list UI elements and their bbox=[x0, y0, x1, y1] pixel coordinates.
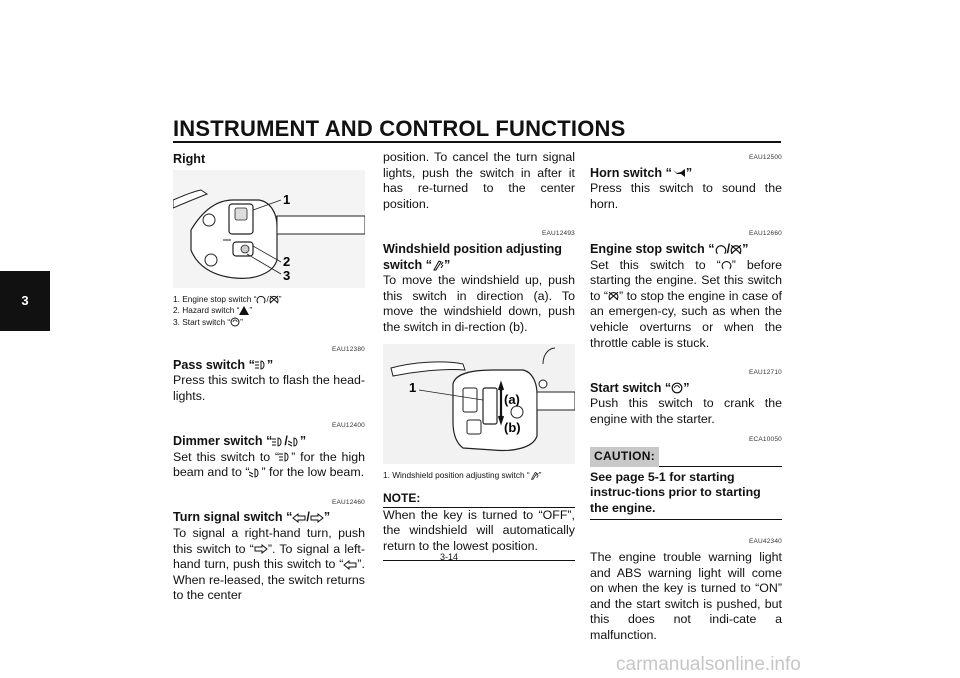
engine-stop-text: Set this switch to “ ” before starting the engine. Set this switch to “ ” to stop the engine in case of an emergen-cy, such as when the vehicle overturns or when the throttle cable is stuck. bbox=[590, 257, 783, 350]
turn-signal-text: To signal a right-hand turn, push this switch to “ ”. To signal a left-hand turn, push this switch to “ ”. When re-leased, the switch returns to the center bbox=[173, 526, 366, 603]
turn-signal-heading: Turn signal switch “ / ” bbox=[173, 510, 331, 525]
figure-caption-3: 3. Start switch “ ” bbox=[173, 316, 243, 327]
code-caution: ECA10050 bbox=[748, 435, 782, 443]
note-text: When the key is turned to “OFF”, the windshield will automatically return to the lowest position. bbox=[383, 507, 575, 553]
caution-label: CAUTION: bbox=[590, 447, 782, 467]
windshield-icon bbox=[432, 259, 444, 271]
figure-caption-1: 1. Engine stop switch “ / ” bbox=[173, 293, 282, 304]
code-dimmer: EAU12400 bbox=[331, 422, 365, 430]
engine-run-icon bbox=[721, 260, 732, 270]
right-heading: Right bbox=[173, 152, 206, 166]
figure-callout-b: (b) bbox=[504, 419, 521, 435]
horn-icon bbox=[672, 168, 686, 178]
chapter-tab: 3 bbox=[0, 271, 50, 331]
figure-callout-2: 2 bbox=[283, 253, 291, 269]
left-arrow-icon bbox=[292, 513, 306, 523]
hazard-icon bbox=[239, 306, 249, 315]
code-warning: EAU42340 bbox=[748, 538, 782, 546]
dimmer-switch-text: Set this switch to “ ” for the high beam and to “ ” for the low beam. bbox=[173, 449, 365, 480]
windshield-switch-figure bbox=[383, 344, 575, 464]
figure-callout-3: 3 bbox=[283, 267, 291, 283]
horn-switch-heading: Horn switch “ ” bbox=[590, 165, 693, 180]
figure-callout-a: (a) bbox=[504, 391, 520, 407]
turn-signal-continued-text: position. To cancel the turn signal lights, push the switch in after it has re-turned to the center position. bbox=[383, 150, 575, 211]
engine-stop-icon bbox=[608, 291, 619, 301]
figure-callout-1: 1 bbox=[409, 379, 417, 395]
engine-run-icon bbox=[715, 244, 727, 255]
low-beam-icon bbox=[288, 437, 300, 447]
start-icon bbox=[230, 317, 240, 327]
engine-run-icon bbox=[256, 295, 266, 304]
pass-switch-text: Press this switch to flash the head-lights. bbox=[173, 373, 365, 403]
code-start: EAU12710 bbox=[748, 369, 782, 377]
low-beam-icon bbox=[249, 468, 261, 478]
note-label: NOTE: bbox=[383, 491, 575, 508]
windshield-switch-heading: Windshield position adjusting switch “ ” bbox=[383, 241, 562, 272]
note-end-rule bbox=[383, 560, 575, 561]
pass-switch-heading: Pass switch “ ” bbox=[173, 357, 274, 372]
horn-switch-text: Press this switch to sound the horn. bbox=[590, 181, 782, 211]
high-beam-icon bbox=[279, 452, 291, 462]
code-pass: EAU12380 bbox=[331, 346, 365, 354]
high-beam-icon bbox=[272, 437, 284, 447]
caution-end-rule bbox=[590, 519, 782, 520]
figure-caption-2: 2. Hazard switch “ ” bbox=[173, 305, 253, 316]
code-turn: EAU12460 bbox=[331, 498, 365, 506]
dimmer-switch-heading: Dimmer switch “ / ” bbox=[173, 434, 307, 449]
code-engine-stop: EAU12660 bbox=[748, 230, 782, 238]
caution-text: See page 5-1 for starting instruc-tions prior to starting the engine. bbox=[590, 469, 761, 515]
figure-callout-1: 1 bbox=[283, 191, 291, 207]
header-rule bbox=[173, 141, 781, 143]
page-number: 3-14 bbox=[440, 552, 459, 562]
engine-stop-heading: Engine stop switch “ / ” bbox=[590, 241, 749, 256]
column-3 bbox=[590, 150, 782, 644]
engine-stop-icon bbox=[730, 244, 742, 255]
windshield-switch-text: To move the windshield up, push this switch in direction (a). To move the windshield down, push the switch in di-rection (b). bbox=[383, 273, 575, 334]
figure-caption-windshield: 1. Windshield position adjusting switch “ ” bbox=[383, 469, 542, 480]
code-horn: EAU12500 bbox=[748, 154, 782, 161]
column-1 bbox=[173, 150, 365, 604]
warning-light-text: The engine trouble warning light and ABS warning light will come on when the key is turned to “ON” and the start switch is pushed, but this does not indi-cate a malfunction. bbox=[590, 550, 782, 643]
high-beam-icon bbox=[255, 360, 267, 370]
left-arrow-icon bbox=[343, 560, 357, 570]
right-arrow-icon bbox=[310, 513, 324, 523]
right-arrow-icon bbox=[254, 544, 268, 554]
start-switch-heading: Start switch “ ” bbox=[590, 380, 690, 395]
page-title: INSTRUMENT AND CONTROL FUNCTIONS bbox=[173, 116, 626, 141]
engine-stop-icon bbox=[269, 295, 279, 304]
column-2 bbox=[383, 150, 575, 561]
start-icon bbox=[671, 382, 683, 394]
watermark: carmanualsonline.info bbox=[616, 654, 801, 675]
code-windshield: EAU12493 bbox=[541, 230, 575, 238]
start-switch-text: Push this switch to crank the engine with the starter. bbox=[590, 396, 782, 426]
right-handlebar-figure bbox=[173, 170, 365, 288]
windshield-icon bbox=[530, 471, 539, 480]
